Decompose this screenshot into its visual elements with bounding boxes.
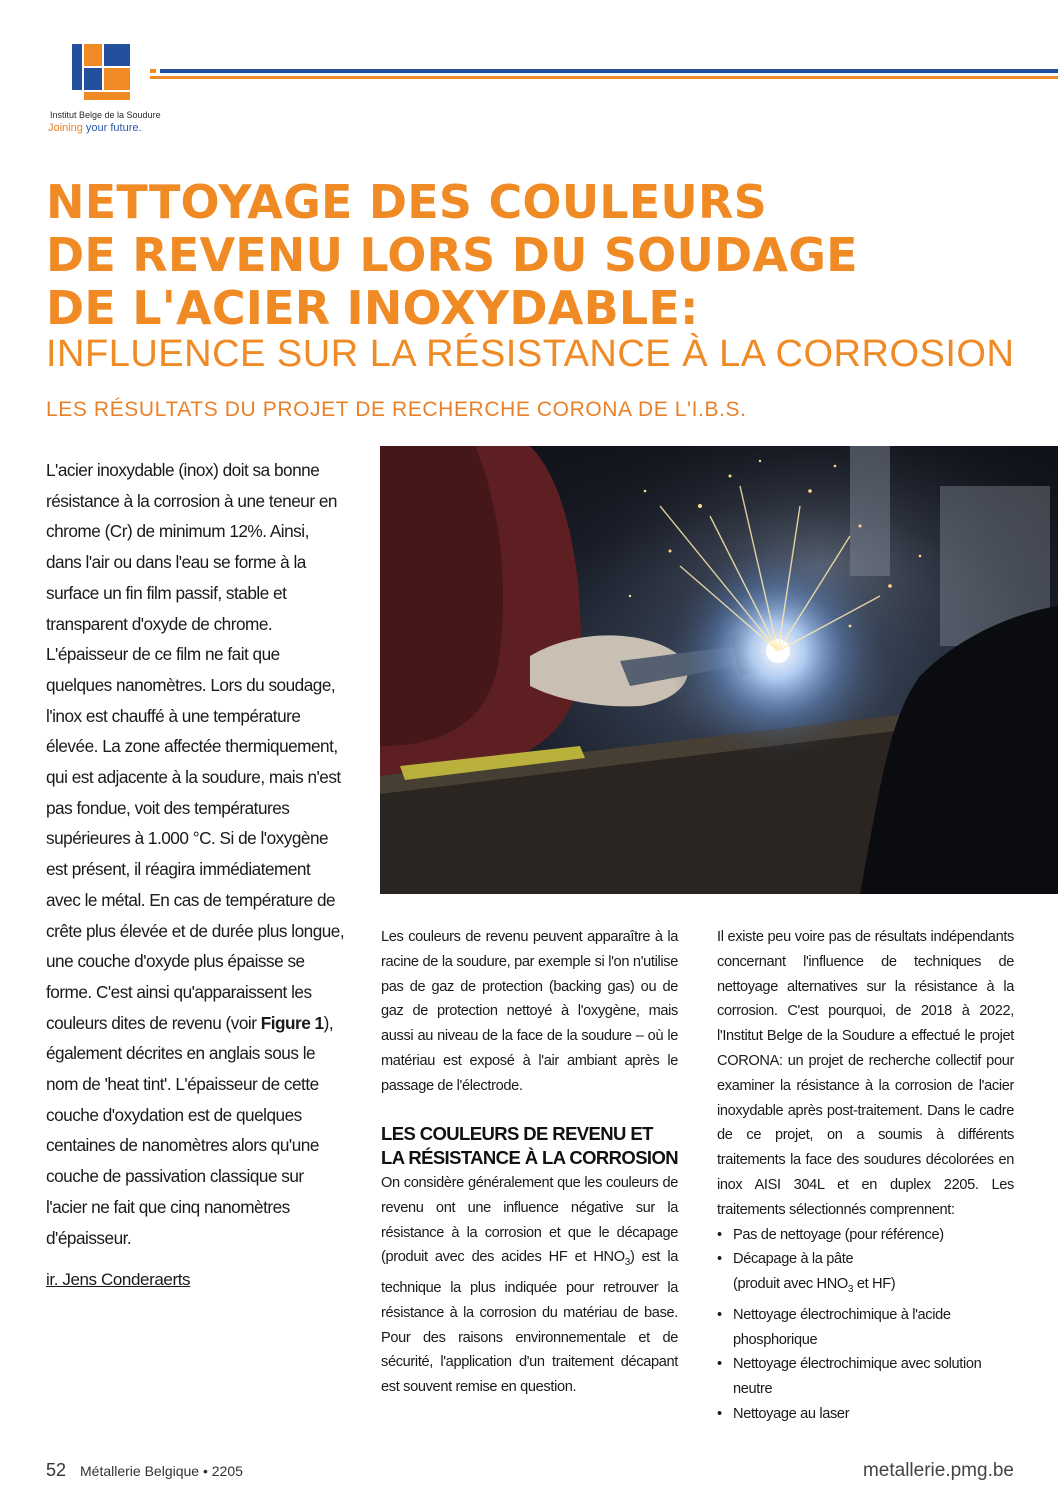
article-subtitle: INFLUENCE SUR LA RÉSISTANCE À LA CORROSION: [46, 333, 1015, 375]
title-line-2: DE REVENU LORS DU SOUDAGE: [46, 228, 858, 282]
website-link[interactable]: metallerie.pmg.be: [862, 1460, 1014, 1481]
article-title: [46, 176, 946, 335]
title-line-3: DE L'ACIER INOXYDABLE:: [46, 281, 699, 335]
list-item: • Nettoyage électrochimique à l'acide phosphorique: [717, 1303, 963, 1353]
intro-text: L'acier inoxydable (inox) doit sa bonne résistance à la corrosion à une teneur en chrome (Cr) de minimum 12%. Ainsi, dans l'air ou dans l'eau se forme à la surface un fin film passif, stable et transparent d'oxyde de chrome. L'épaisseur de ce film ne fait que quelques nanomètres. Lors du soudage, l'inox est chauffé à une température élevée. La zone affectée thermiquement, qui est adjacente à la soudure, mais n'est pas fondue, voit des températures supérieures à 1.000 °C. Si de l'oxygène est présent, il réagira immédiatement avec le métal. En cas de température de crête plus élevée et de durée plus longue, une couche d'oxyde plus épaisse se forme. C'est ainsi qu'apparaissent les couleurs dites de revenu (voir Figure 1), également décrites en anglais sous le nom de 'heat tint'. L'épaisseur de cette couche d'oxydation est de quelques centaines de nanomètres alors qu'une couche de passivation classique sur l'acier ne fait que cinq nanomètres d'épaisseur.: [46, 460, 345, 1248]
right-column: [717, 925, 1014, 1427]
right-paragraph: Il existe peu voire pas de résultats indépendants concernant l'influence de techniques de nettoyage alternatives sur la résistance à la corrosion. C'est pourquoi, de 2018 à 2022, l'Institut Belge de la Soudure a effectué le projet CORONA: un projet de recherche collectif pour examiner la résistance à la corrosion de l'acier inoxydable après post-traitement. Dans le cadre de ce projet, on a soumis à différents traitements la face des soudures décolorées en inox AISI 304L et en duplex 2205. Les traitements sélectionnés comprennent:: [717, 929, 1014, 1218]
welding-photo-icon: [380, 446, 1058, 894]
header-rule-accent: [150, 69, 156, 73]
list-item: • Nettoyage électrochimique avec solution neutre: [717, 1352, 983, 1402]
section-heading: LES COULEURS DE REVENU ET LA RÉSISTANCE À LA CORROSION: [381, 1123, 679, 1168]
middle-paragraph-2: On considère généralement que les couleurs de revenu ont une influence négative sur la résistance à la corrosion et que le décapage (produit avec des acides HF et $HNO_3$) est la technique la plus indiquée pour retrouver la résistance à la corrosion du matériau de base. Pour des raisons environnementale et de sécurité, l'application d'un traitement décapant est souvent remise en question.: [381, 1175, 678, 1396]
author-link[interactable]: ir. Jens Conderaerts: [46, 1270, 191, 1289]
list-item: • Nettoyage au laser: [717, 1402, 1014, 1427]
list-item: • Pas de nettoyage (pour référence): [717, 1223, 1014, 1248]
title-line-1: NETTOYAGE DES COULEURS: [46, 175, 767, 229]
treatments-list: [717, 1223, 1014, 1427]
org-name: Institut Belge de la Soudure: [50, 110, 161, 120]
tagline: Joining your future.: [48, 122, 142, 134]
page-number: 52: [46, 1460, 67, 1480]
middle-paragraph-1: Les couleurs de revenu peuvent apparaître à la racine de la soudure, par exemple si l'on n'utilise pas de gaz de protection (backing gas) ou de gaz de protection nettoyé à l'oxygène, mais aussi au niveau de la face de la soudure – où le matériau est exposé à l'air ambiant après le passage de l'électrode.: [381, 929, 678, 1094]
welding-photo: [380, 446, 1058, 894]
ibs-logo: [46, 42, 176, 142]
article-kicker: LES RÉSULTATS DU PROJET DE RECHERCHE CORONA DE L'I.B.S.: [46, 398, 747, 421]
header-rule-orange: [150, 76, 1058, 79]
journal-name: Métallerie Belgique • 2205: [80, 1463, 243, 1479]
figure-ref: Figure 1: [260, 1012, 324, 1033]
ibs-logo-icon: [70, 42, 134, 104]
header-rule-blue: [160, 69, 1058, 73]
list-item: • Décapage à la pâte (produit avec $HNO_3$ et HF): [717, 1247, 1014, 1303]
